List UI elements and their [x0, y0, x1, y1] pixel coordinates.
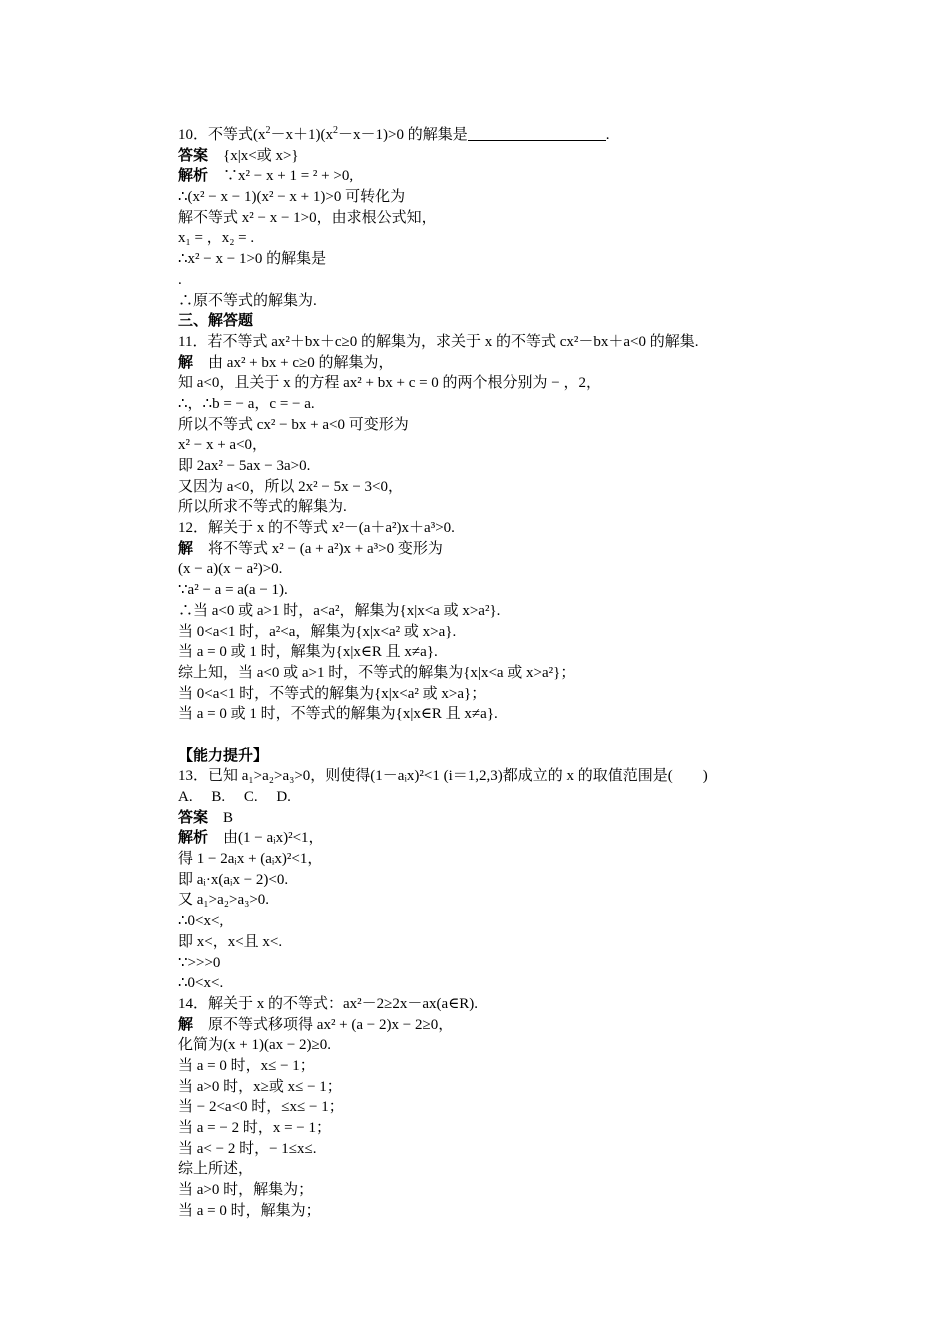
- solution-line: 将不等式 x² − (a + a²)x + a³>0 变形为: [208, 540, 443, 557]
- q14-stem: 14．解关于 x 的不等式：ax²－2≥2x－ax(a∈R).: [178, 995, 479, 1012]
- answer-label: 答案: [178, 809, 209, 826]
- analysis-line: ∴x² − x − 1>0 的解集是: [178, 251, 327, 268]
- solution-line: 当 − 2<a<0 时，≤x≤ − 1；: [178, 1099, 344, 1116]
- solution-line: 当 0<a<1 时，a²<a，解集为{x|x<a² 或 x>a}.: [178, 623, 457, 640]
- analysis-line: 由(1 − aᵢx)²<1，: [223, 830, 324, 847]
- solution-line: 当 a>0 时，解集为；: [178, 1182, 314, 1199]
- q13-analysis-first: [178, 828, 838, 849]
- solution-line: 综上所述，: [178, 1161, 254, 1178]
- analysis-line: 解不等式 x² − x − 1>0，由求根公式知，: [178, 209, 437, 226]
- analysis-line: 即 aᵢ·x(aᵢx − 2)<0.: [178, 871, 289, 888]
- solution-line: 原不等式移项得 ax² + (a − 2)x − 2≥0，: [208, 1016, 454, 1033]
- solution-line: 当 a = 0 或 1 时，不等式的解集为{x|x∈R 且 x≠a}.: [178, 706, 498, 723]
- q10-stem-part: .: [605, 127, 610, 143]
- q13-answer: [178, 808, 838, 829]
- solution-label: 解: [178, 540, 194, 557]
- solution-line: ∴，∴b = − a，c = − a.: [178, 395, 315, 412]
- solution-line: 当 a = 0 时，x≤ − 1；: [178, 1057, 315, 1074]
- q13-stem: 13．已知 a₁>a₂>a₃>0，则使得(1－aᵢx)²<1 (i＝1,2,3)都成立的 x 的取值范围是( ): [178, 768, 708, 785]
- analysis-line: ∵>>>0: [178, 954, 221, 971]
- q10-stem-part: 10．不等式(x: [178, 127, 266, 143]
- solution-line: 当 a = 0 或 1 时，解集为{x|x∈R 且 x≠a}.: [178, 644, 438, 661]
- answer-text: {x|x<或 x>}: [223, 147, 299, 164]
- q11-solution-first: [178, 353, 838, 374]
- q12-stem: 12．解关于 x 的不等式 x²－(a＋a²)x＋a³>0.: [178, 520, 455, 537]
- solution-line: 当 a = − 2 时，x = − 1；: [178, 1120, 331, 1136]
- solution-line: 当 a = 0 时，解集为；: [178, 1202, 321, 1219]
- q11-stem: 11．若不等式 ax²＋bx＋c≥0 的解集为，求关于 x 的不等式 cx²－bx＋a<0 的解集.: [178, 333, 699, 350]
- q10-stem: 10．不等式$(x^2-x+1)(x^2-x-1)>0$ 的解集是 .: [178, 125, 610, 143]
- answer-text: B: [223, 809, 234, 826]
- solution-line: 化简为(x + 1)(ax − 2)≥0.: [178, 1037, 332, 1054]
- solution-line: 知 a<0，且关于 x 的方程 ax² + bx + c = 0 的两个根分别为 − ，2，: [178, 375, 602, 392]
- section-heading: 三、解答题: [178, 313, 254, 330]
- q10-analysis-first: [178, 166, 838, 187]
- analysis-line: 又 a₁>a₂>a₃>0.: [178, 892, 270, 909]
- section-heading: 【能力提升】: [178, 747, 269, 764]
- solution-line: 所以所求不等式的解集为.: [178, 499, 347, 516]
- solution-line: 由 ax² + bx + c≥0 的解集为，: [208, 354, 394, 371]
- analysis-line: 得 1 − 2aᵢx + (aᵢx)²<1，: [178, 851, 323, 868]
- answer-blank: [468, 126, 606, 141]
- analysis-line: ∴0<x<,: [178, 913, 224, 930]
- analysis-label: 解析: [178, 168, 209, 185]
- solution-line: 即 2ax² − 5ax − 3a>0.: [178, 458, 311, 474]
- solution-line: (x − a)(x − a²)>0.: [178, 561, 283, 578]
- analysis-line: ∴(x² − x − 1)(x² − x + 1)>0 可转化为: [178, 189, 406, 206]
- solution-label: 解: [178, 354, 194, 371]
- analysis-line: x₁ = ，x₂ = .: [178, 230, 255, 247]
- q14-solution-first: [178, 1015, 838, 1036]
- answer-label: 答案: [178, 147, 209, 164]
- analysis-line: ∵x² − x + 1 = ² + >0,: [223, 168, 354, 185]
- analysis-line: ∴0<x<.: [178, 975, 224, 992]
- solution-line: x² − x + a<0，: [178, 437, 268, 454]
- solution-line: 当 a>0 时，x≥或 x≤ − 1；: [178, 1078, 342, 1095]
- analysis-line: .: [178, 271, 182, 288]
- document-content: [178, 125, 838, 1221]
- solution-line: 当 a< − 2 时，− 1≤x≤.: [178, 1140, 317, 1157]
- analysis-line: ∴原不等式的解集为.: [178, 292, 317, 309]
- analysis-line: 即 x<，x<且 x<.: [178, 933, 283, 950]
- solution-line: 所以不等式 cx² − bx + a<0 可变形为: [178, 416, 409, 433]
- q10-stem-part: －x－1)>0 的解集是: [338, 127, 468, 143]
- solution-line: ∴当 a<0 或 a>1 时，a<a²，解集为{x|x<a 或 x>a²}.: [178, 602, 501, 619]
- q10-answer: [178, 146, 838, 167]
- q13-options: A. B. C. D.: [178, 789, 291, 805]
- solution-line: 当 0<a<1 时，不等式的解集为{x|x<a² 或 x>a}；: [178, 685, 487, 702]
- solution-line: ∵a² − a = a(a − 1).: [178, 582, 288, 599]
- analysis-label: 解析: [178, 830, 209, 847]
- spacer: [178, 725, 838, 746]
- solution-line: 又因为 a<0，所以 2x² − 5x − 3<0，: [178, 478, 403, 495]
- solution-label: 解: [178, 1016, 194, 1033]
- q12-solution-first: [178, 539, 838, 560]
- q10-stem-part: －x＋1)(x: [270, 127, 333, 143]
- solution-line: 综上知，当 a<0 或 a>1 时，不等式的解集为{x|x<a 或 x>a²}；: [178, 664, 576, 681]
